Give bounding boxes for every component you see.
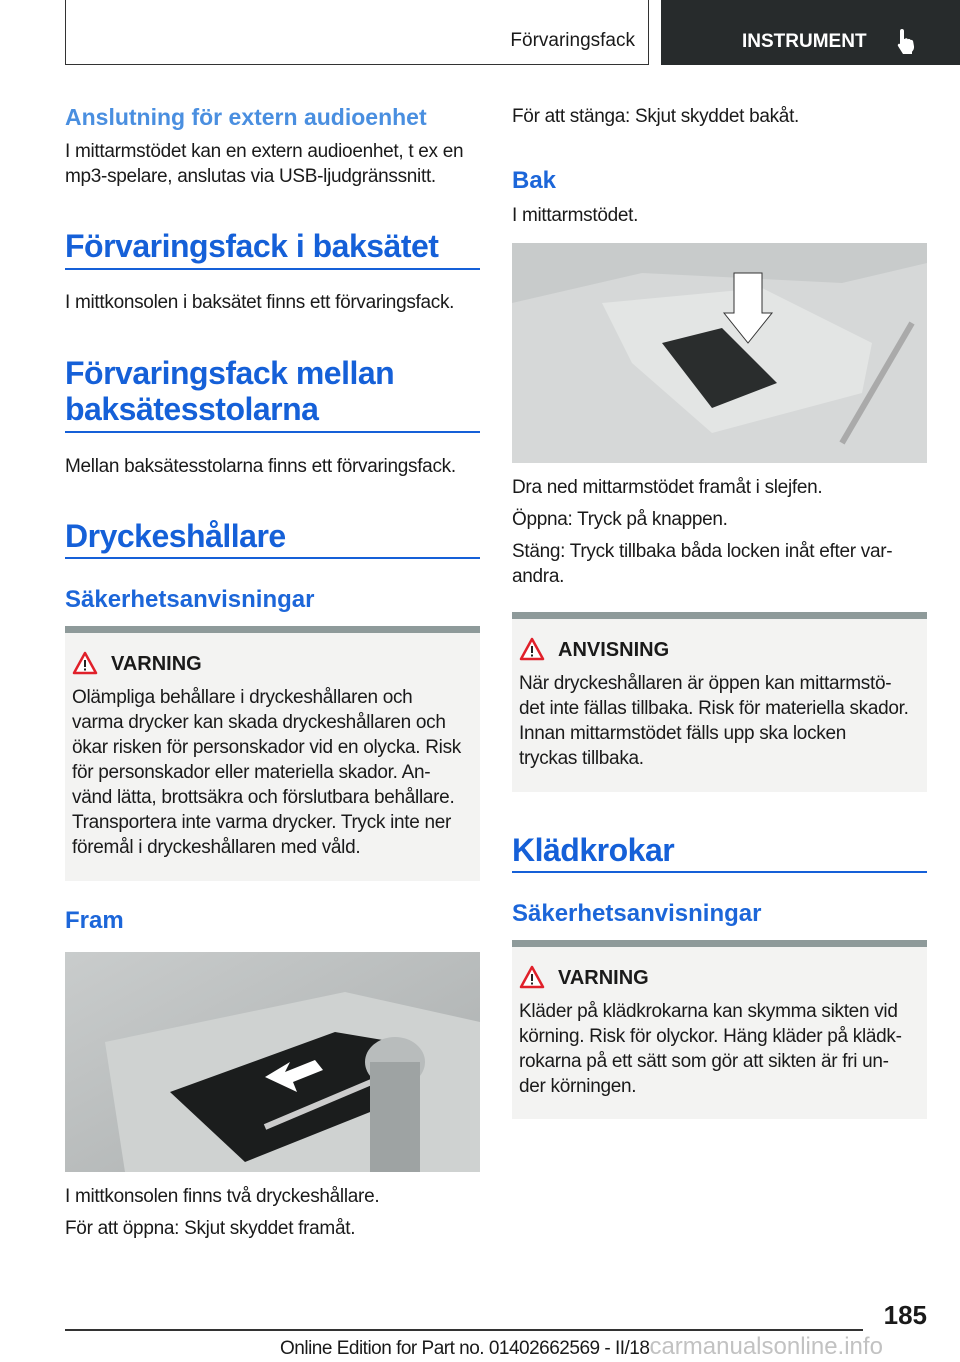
footer-edition xyxy=(280,1333,883,1361)
heading-line: baksätesstolarna xyxy=(65,391,319,427)
text-line: för personskador eller materiella skador. An- xyxy=(72,762,431,783)
text-line: Innan mittarmstödet fälls upp ska locken xyxy=(519,723,847,744)
text-external-audio xyxy=(65,139,485,189)
page-number: 185 xyxy=(883,1300,927,1330)
text-front-2: För att öppna: Skjut skyddet framåt. xyxy=(65,1218,356,1239)
text-rear: I mittarmstödet. xyxy=(512,205,639,226)
heading-rule xyxy=(512,871,927,873)
heading-rule xyxy=(65,431,480,433)
text-between-seats: Mellan baksätesstolarna finns ett förvaringsfack. xyxy=(65,456,456,477)
heading-rear-seat-storage: Förvaringsfack i baksätet xyxy=(65,228,439,264)
warning-box-hooks xyxy=(512,940,927,1119)
heading-safety-hooks: Säkerhetsanvisningar xyxy=(512,900,762,927)
heading-rear: Bak xyxy=(512,167,557,194)
text-line: I mittarmstödet kan en extern audioenhet, t ex en xyxy=(65,141,464,162)
text-open: Öppna: Tryck på knappen. xyxy=(512,509,728,530)
heading-coat-hooks: Klädkrokar xyxy=(512,832,675,868)
text-line: När dryckeshållaren är öppen kan mittarmstö- xyxy=(519,673,892,694)
front-cupholder-image xyxy=(65,952,480,1172)
notice-text xyxy=(519,671,921,771)
text-pull-down: Dra ned mittarmstödet framåt i slejfen. xyxy=(512,477,823,498)
text-line: Transportera inte varma drycker. Tryck inte ner xyxy=(72,812,452,833)
warning-box xyxy=(65,626,480,881)
warning-triangle-icon xyxy=(519,637,545,661)
rear-armrest-image xyxy=(512,243,927,463)
heading-front: Fram xyxy=(65,907,124,934)
text-line: mp3-spelare, anslutas via USB-ljudgränssnitt. xyxy=(65,166,436,187)
footer-rule xyxy=(65,1329,863,1331)
warning-text xyxy=(519,999,921,1099)
watermark[interactable]: carmanualsonline.info xyxy=(649,1333,883,1360)
notice-title: ANVISNING xyxy=(558,639,670,661)
pointing-hand-icon xyxy=(895,27,919,55)
warning-title: VARNING xyxy=(111,653,202,675)
text-line: Stäng: Tryck tillbaka båda locken inåt efter var- xyxy=(512,541,893,562)
text-front-1: I mittkonsolen finns två dryckeshållare. xyxy=(65,1186,380,1207)
warning-title: VARNING xyxy=(558,967,649,989)
heading-line: Förvaringsfack mellan xyxy=(65,355,395,391)
heading-between-seats xyxy=(65,355,394,427)
text-close: För att stänga: Skjut skyddet bakåt. xyxy=(512,106,800,127)
text-line: ökar risken för personskador vid en olycka. Risk xyxy=(72,737,461,758)
chapter-label: INSTRUMENT xyxy=(742,31,867,52)
heading-rule xyxy=(65,557,480,559)
heading-external-audio: Anslutning för extern audioenhet xyxy=(65,104,427,130)
text-line: körning. Risk för olyckor. Häng kläder på klädk- xyxy=(519,1026,902,1047)
text-line: varma drycker kan skada dryckeshållaren och xyxy=(72,712,446,733)
warning-text xyxy=(72,685,474,860)
chapter-tab[interactable] xyxy=(661,0,960,65)
text-line: föremål i dryckeshållaren med våld. xyxy=(72,837,361,858)
warning-triangle-icon xyxy=(519,965,545,989)
text-close-lids xyxy=(512,539,892,589)
heading-safety: Säkerhetsanvisningar xyxy=(65,586,315,613)
text-line: tryckas tillbaka. xyxy=(519,748,644,769)
text-line: vänd lätta, brottsäkra och förslutbara behållare. xyxy=(72,787,455,808)
text-line: Kläder på klädkrokarna kan skymma sikten vid xyxy=(519,1001,898,1022)
edition-text: Online Edition for Part no. 01402662569 - II/18 xyxy=(280,1338,650,1359)
text-line: Olämpliga behållare i dryckeshållaren och xyxy=(72,687,413,708)
notice-box xyxy=(512,612,927,792)
text-line: andra. xyxy=(512,566,565,587)
warning-triangle-icon xyxy=(72,651,98,675)
section-title: Förvaringsfack xyxy=(510,30,635,51)
text-line: rokarna på ett sätt som gör att sikten är fri un- xyxy=(519,1051,889,1072)
heading-cupholders: Dryckeshållare xyxy=(65,518,286,554)
text-line: det inte fällas tillbaka. Risk för materiella skador. xyxy=(519,698,909,719)
heading-rule xyxy=(65,268,480,270)
text-line: der körningen. xyxy=(519,1076,637,1097)
text-rear-seat-storage: I mittkonsolen i baksätet finns ett förvaringsfack. xyxy=(65,292,455,313)
